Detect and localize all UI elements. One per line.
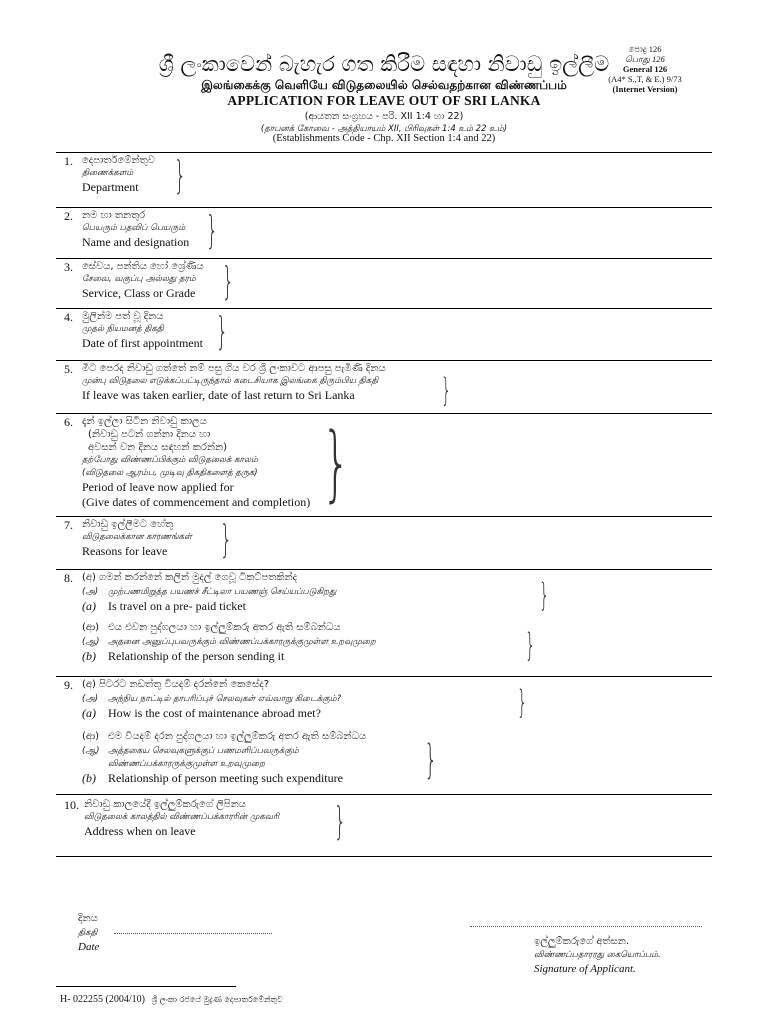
label-si: නම හා තනතුර — [82, 210, 146, 221]
divider — [56, 152, 712, 153]
question-number: 2. — [64, 209, 73, 223]
brace-mark: } — [206, 208, 219, 252]
sub-prefix-si: (ආ) — [82, 622, 100, 633]
label-ta: சேவை, வகுப்பு அல்லது தரம் — [82, 274, 196, 284]
sub-prefix-si: (අ) — [82, 679, 96, 690]
label-si: මුලින්ම පත් වූ දිනය — [82, 311, 164, 322]
signature-label-ta: விண்ணப்பதாரரது கையொப்பம். — [534, 950, 661, 960]
sub-prefix-si: (අ) — [82, 572, 96, 583]
brace-mark: } — [174, 153, 187, 197]
label-en: Department — [82, 180, 139, 194]
form-code-ta: பொது 126 — [625, 54, 665, 64]
sub-a-si: පිටරට නඩත්තු වියදම් දරන්නේ කෙසේද? — [99, 679, 270, 690]
sub-prefix-en: (a) — [82, 706, 96, 720]
question-number: 7. — [64, 518, 73, 532]
signature-label-en: Signature of Applicant. — [534, 963, 636, 975]
form-code-en: General 126 — [622, 64, 668, 74]
sub-a-si: ගමන් කරන්නේ කලින් මුදල් ගෙවූ ටිකට්පතකින්ද — [99, 572, 298, 583]
sub-a-en: Is travel on a pre- paid ticket — [108, 599, 246, 613]
divider — [56, 676, 712, 677]
divider — [56, 794, 712, 795]
sub-a-ta: அந்நிய நாட்டில் தாபரிப்புச் செலவுகள் எவ்வாறு கிடைக்கும்? — [108, 694, 342, 704]
sub-b-en: Relationship of person meeting such expenditure — [108, 771, 343, 785]
label-ta: பெயரும் பதவிப் பெயரும் — [82, 223, 186, 233]
date-label-si: දිනය — [78, 913, 98, 924]
reference-tamil: (தாபனக் கோவை - அத்தியாயம் XII, பிரிவுகள் 1:4 உம் 22 உம்) — [260, 124, 508, 134]
question-number: 3. — [64, 260, 73, 274]
sub-a-en: How is the cost of maintenance abroad met? — [108, 706, 321, 720]
label-si: නිවාඩු ඉල්ලීමට හේතු — [82, 519, 174, 530]
brace-mark: } — [216, 309, 229, 353]
divider — [56, 856, 712, 857]
divider — [56, 516, 712, 517]
brace-mark: } — [517, 683, 528, 721]
label-en: Reasons for leave — [82, 544, 168, 558]
brace-mark: } — [321, 416, 351, 511]
sub-b-ta: அத்தகைய செலவுகளுக்குப் பணமளிப்பவருக்கும் — [108, 746, 299, 756]
sub-b-si: එය එවන පුද්ගලයා හා ඉල්ලුම්කරු අතර ඇති සම්බන්ධය — [108, 622, 341, 633]
sub-prefix-ta: (ஆ) — [82, 746, 100, 756]
footer-code: H- 022255 (2004/10) — [60, 994, 145, 1005]
footer — [60, 993, 283, 1006]
form-code-internet: (Internet Version) — [612, 84, 678, 94]
brace-mark: } — [334, 799, 347, 843]
label-ta: முதல் நியமனத் திகதி — [82, 324, 164, 334]
divider — [56, 308, 712, 309]
divider — [56, 569, 712, 570]
sub-b-ta-line2: விண்ணப்பக்காரருக்குமுள்ள உறவுமுறை — [108, 759, 265, 769]
label-si: මීට පෙරද නිවාඩු ගත්තේ නම් පසු ගිය වර ශ්‍රී ලංකාවට ආපසු පැමිණි දිනය — [82, 363, 386, 374]
sub-b-en: Relationship of the person sending it — [108, 649, 285, 663]
sub-prefix-en: (a) — [82, 599, 96, 613]
label-ta: தற்போது விண்ணப்பிக்கும் விடுதலைக் காலம் — [82, 455, 258, 465]
brace-mark: } — [525, 626, 536, 664]
title-tamil: இலங்கைக்கு வெளியே விடுதலையில் செல்வதற்கான விண்ணப்பம் — [201, 78, 567, 92]
date-label-en: Date — [78, 941, 100, 953]
footer-divider — [56, 986, 236, 987]
label-en: Name and designation — [82, 235, 190, 249]
label-ta: முன்பு விடுதலை எடுக்கப்பட்டிருந்தால் கடைசியாக இலங்கை திரும்பிய திகதி — [82, 376, 379, 386]
signature-block — [534, 935, 661, 977]
title-sinhala: ශ්‍රී ලංකාවෙන් බැහැර ගත කිරීම සඳහා නිවාඩු ඉල්ලීම — [158, 52, 610, 76]
date-field[interactable] — [114, 933, 272, 934]
sub-a-ta: முற்பணமிறுத்த பயணச் சீட்டிலா பயணஞ் செய்யப்படுகிறது — [108, 587, 337, 597]
question-number: 9. — [64, 678, 73, 692]
label-en-line2: (Give dates of commencement and completion) — [82, 495, 311, 509]
label-si: නිවාඩු කාලයේදී ඉල්ලුම්කරුගේ ලිපිනය — [84, 799, 246, 810]
date-block — [78, 912, 99, 955]
form-code-si: පොදු 126 — [628, 44, 662, 54]
label-si: සේවය, පන්තිය හෝ ශ්‍රේණිය — [82, 261, 204, 272]
sub-prefix-ta: (அ) — [82, 694, 99, 704]
sub-prefix-en: (b) — [82, 771, 96, 785]
label-en: Address when on leave — [84, 824, 196, 838]
label-ta: திணைக்களம் — [82, 168, 134, 178]
sub-b-si: එම වියදම් දරන පුද්ගලයා හා ඉල්ලුම්කරු අතර ඇති සම්බන්ධය — [108, 731, 367, 742]
sub-prefix-ta: (அ) — [82, 587, 99, 597]
sub-prefix-en: (b) — [82, 649, 96, 663]
reference-english: (Establishments Code - Chp. XII Section 1:4 and 22) — [272, 133, 496, 144]
label-ta: விடுதலைக் காலத்தில் விண்ணப்பக்காரரின் முகவரி — [84, 812, 280, 822]
question-number: 1. — [64, 154, 73, 168]
divider — [56, 258, 712, 259]
form-code-version: (A4* S.,T, & E.) 9/73 — [608, 74, 682, 84]
sub-b-ta: அதனை அனுப்புபவருக்கும் விண்ணப்பக்காரருக்குமுள்ள உறவுமுறை — [108, 637, 376, 647]
title-english: APPLICATION FOR LEAVE OUT OF SRI LANKA — [227, 93, 541, 108]
divider — [56, 413, 712, 414]
brace-mark: } — [222, 259, 235, 303]
signature-field[interactable] — [470, 926, 702, 927]
question-number: 10. — [64, 798, 79, 812]
footer-printer: ශ්‍රී ලංකා රජයේ මුද්‍රණ දෙපාර්තමේන්තුව — [151, 995, 283, 1004]
sub-prefix-ta: (ஆ) — [82, 637, 100, 647]
brace-mark: } — [539, 576, 550, 614]
label-en: Date of first appointment — [82, 336, 203, 350]
brace-mark: } — [441, 371, 452, 409]
label-si-line3: අවසන් වන දිනය සඳහන් කරන්න) — [88, 442, 228, 453]
divider — [56, 360, 712, 361]
divider — [56, 207, 712, 208]
question-number: 8. — [64, 571, 73, 585]
label-si: දෙපාර්තමේන්තුව — [82, 155, 155, 166]
label-ta: விடுதலைக்கான காரணங்கள் — [82, 532, 192, 542]
date-label-ta: திகதி — [78, 928, 98, 938]
brace-mark: } — [424, 737, 438, 783]
sub-prefix-si: (ආ) — [82, 731, 100, 742]
question-number: 4. — [64, 310, 73, 324]
label-en: Service, Class or Grade — [82, 286, 196, 300]
reference-sinhala: (ආයතන සංග්‍රහය - පරි. XII 1:4 හා 22) — [304, 111, 464, 122]
label-si: දැන් ඉල්ලා සිටින නිවාඩු කාලය — [82, 416, 207, 427]
signature-label-si: ඉල්ලුම්කරුගේ අත්සන. — [534, 936, 630, 947]
question-number: 5. — [64, 362, 73, 376]
question-number: 6. — [64, 415, 73, 429]
brace-mark: } — [220, 517, 233, 561]
label-en: Period of leave now applied for — [82, 480, 234, 494]
label-ta-line2: (விடுதலை ஆரம்ப, முடிவு திகதிகளைத் தருக) — [82, 468, 258, 478]
label-si-line2: (නිවාඩු පටන් ගන්නා දිනය හා — [88, 429, 211, 440]
label-en: If leave was taken earlier, date of last return to Sri Lanka — [82, 388, 355, 402]
